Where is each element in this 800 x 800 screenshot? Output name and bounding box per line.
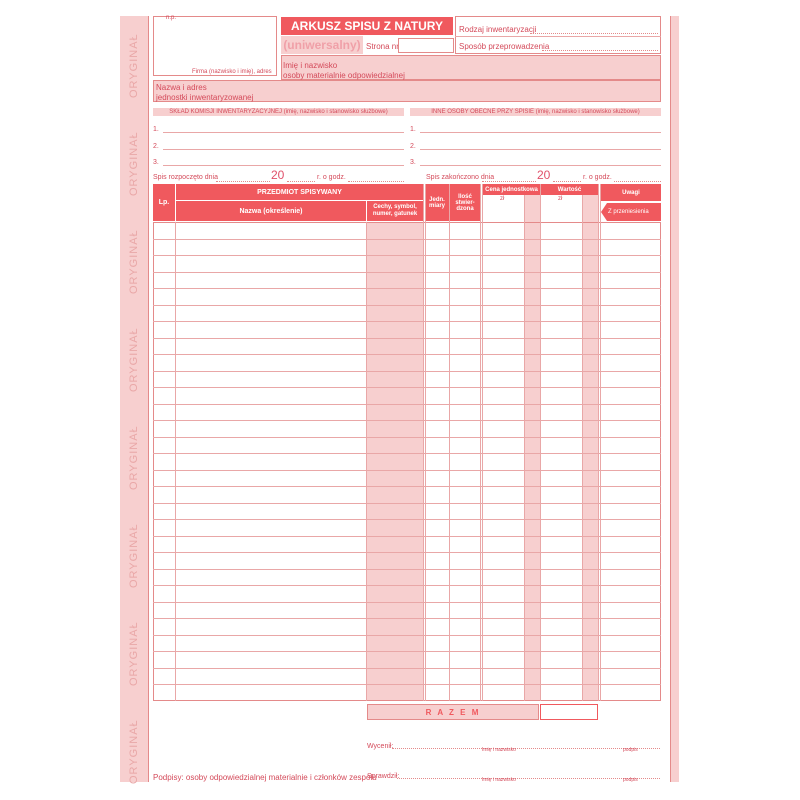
- strip-label-1: ORYGINAŁ: [128, 33, 140, 98]
- table-row: [153, 354, 661, 355]
- spis-end-year: 20: [537, 168, 551, 182]
- col-header-cechy: Cechy, symbol, numer, gatunek: [367, 201, 423, 221]
- document-title: ARKUSZ SPISU Z NATURY: [281, 17, 453, 35]
- document-subtitle: (uniwersalny): [281, 36, 363, 54]
- strip-label-5: ORYGINAŁ: [128, 425, 140, 490]
- table-row: [153, 635, 661, 636]
- strip-label-6: ORYGINAŁ: [128, 523, 140, 588]
- strip-label-7: ORYGINAŁ: [128, 621, 140, 686]
- wartosc-zl-label: zł: [558, 196, 563, 202]
- col-header-nazwa: Nazwa (określenie): [176, 201, 366, 221]
- table-row: [153, 503, 661, 504]
- inne-num-1: 1.: [410, 126, 416, 133]
- nazwa-label-1: Nazwa i adres: [156, 83, 207, 92]
- komisja-title: SKŁAD KOMISJI INWENTARYZACYJNEJ (imię, nazwisko i stanowisko służbowe): [153, 108, 404, 116]
- col-header-wartosc: Wartość: [541, 184, 598, 195]
- col-header-uwagi: Uwagi: [601, 184, 661, 201]
- strip-label-2: ORYGINAŁ: [128, 131, 140, 196]
- strip-label-8: ORYGINAŁ: [128, 719, 140, 784]
- inne-num-3: 3.: [410, 159, 416, 166]
- col-header-cena: Cena jednostkowa: [483, 184, 540, 195]
- razem-label: R A Z E M: [367, 704, 539, 720]
- spis-start-label: Spis rozpoczęto dnia: [153, 174, 218, 181]
- table-row: [153, 684, 661, 685]
- inne-num-2: 2.: [410, 143, 416, 150]
- osoba-label-1: Imię i nazwisko: [283, 61, 338, 70]
- np-label: n.p.: [166, 15, 177, 21]
- table-row: [153, 470, 661, 471]
- podpisy-label: Podpisy: osoby odpowiedzialnej materialnie i członków zespołu: [153, 773, 377, 782]
- cena-zl-label: zł: [500, 196, 505, 202]
- table-row: [153, 272, 661, 273]
- col-header-ilosc: Ilość stwier- dzona: [450, 184, 480, 221]
- table-row: [153, 321, 661, 322]
- table-row: [153, 668, 661, 669]
- table-row: [153, 371, 661, 372]
- table-row: [153, 569, 661, 570]
- table-row: [153, 618, 661, 619]
- table-row: [153, 453, 661, 454]
- table-row: [153, 602, 661, 603]
- komisja-num-2: 2.: [153, 143, 159, 150]
- table-row: [153, 255, 661, 256]
- sprawdzil-podpis-label: podpis: [623, 777, 638, 783]
- inne-osoby-title: INNE OSOBY OBECNE PRZY SPISIE (imię, nazwisko i stanowisko służbowe): [410, 108, 661, 116]
- right-strip: [670, 16, 679, 782]
- inventory-table-body[interactable]: [153, 222, 661, 701]
- spis-start-year: 20: [271, 168, 285, 182]
- table-row: [153, 651, 661, 652]
- spis-start-godz: r. o godz.: [317, 174, 346, 181]
- table-row: [153, 552, 661, 553]
- sprawdzil-imie-label: Imię i nazwisko: [482, 777, 516, 783]
- sprawdzil-label: Sprawdził:: [367, 773, 400, 780]
- osoba-label-2: osoby materialnie odpowiedzialnej: [283, 71, 405, 80]
- razem-value[interactable]: [540, 704, 598, 720]
- nazwa-label-2: jednostki inwentaryzowanej: [156, 93, 254, 102]
- table-row: [153, 387, 661, 388]
- przeniesienia-label: Z przeniesienia: [608, 209, 649, 215]
- wycenil-label: Wycenił:: [367, 743, 394, 750]
- table-row: [153, 239, 661, 240]
- wycenil-podpis-label: podpis: [623, 747, 638, 753]
- table-row: [153, 288, 661, 289]
- table-row: [153, 437, 661, 438]
- table-row: [153, 338, 661, 339]
- rodzaj-label: Rodzaj inwentaryzacji: [459, 25, 537, 34]
- firma-label: Firma (nazwisko i imię), adres: [192, 69, 272, 75]
- table-row: [153, 585, 661, 586]
- strona-field[interactable]: [398, 38, 454, 53]
- spis-end-godz: r. o godz.: [583, 174, 612, 181]
- table-row: [153, 519, 661, 520]
- table-row: [153, 420, 661, 421]
- strona-label: Strona nr: [366, 42, 399, 51]
- table-row: [153, 404, 661, 405]
- col-header-lp: Lp.: [153, 184, 175, 221]
- firma-box[interactable]: [153, 16, 277, 76]
- table-row: [153, 536, 661, 537]
- strip-label-4: ORYGINAŁ: [128, 327, 140, 392]
- table-row: [153, 305, 661, 306]
- col-header-jedn: Jedn. miary: [425, 184, 449, 221]
- col-header-przedmiot: PRZEDMIOT SPISYWANY: [176, 184, 423, 200]
- wycenil-imie-label: Imię i nazwisko: [482, 747, 516, 753]
- strip-label-3: ORYGINAŁ: [128, 229, 140, 294]
- spis-end-label: Spis zakończono dnia: [426, 174, 495, 181]
- table-row: [153, 486, 661, 487]
- komisja-num-1: 1.: [153, 126, 159, 133]
- komisja-num-3: 3.: [153, 159, 159, 166]
- sposob-label: Sposób przeprowadzenia: [459, 42, 550, 51]
